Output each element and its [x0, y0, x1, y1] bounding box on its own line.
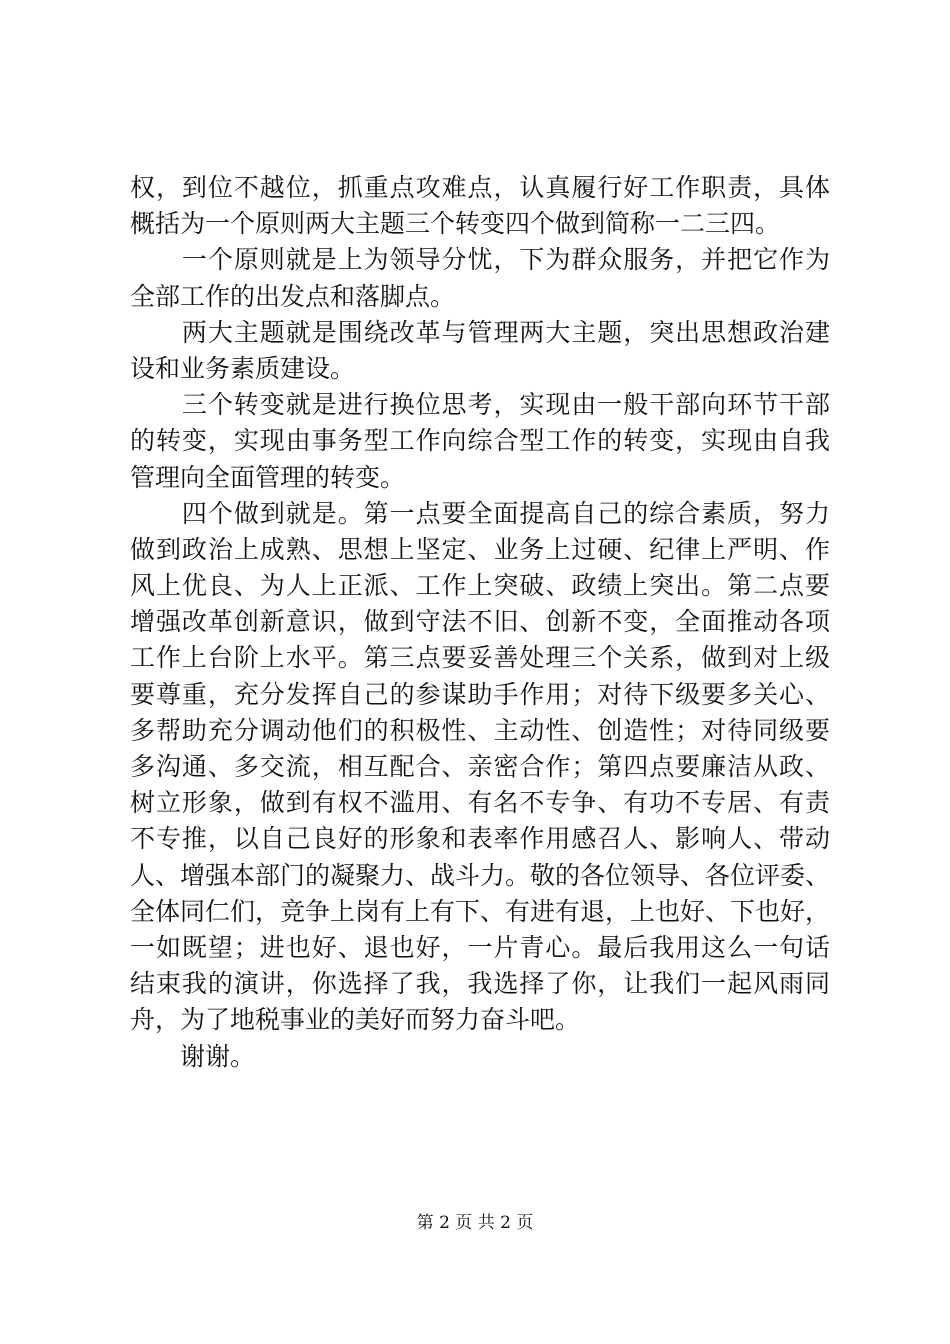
text-line: 做到政治上成熟、思想上坚定、业务上过硬、纪律上严明、作 [130, 534, 830, 564]
text-line: 两大主题就是围绕改革与管理两大主题，突出思想政治建 [130, 317, 830, 347]
text-line: 多帮助充分调动他们的积极性、主动性、创造性；对待同级要 [130, 715, 830, 745]
text-line: 要尊重，充分发挥自己的参谋助手作用；对待下级要多关心、 [130, 679, 830, 709]
document-body [130, 170, 830, 1075]
text-line: 增强改革创新意识，做到守法不旧、创新不变，全面推动各项 [130, 607, 830, 637]
text-line: 树立形象，做到有权不滥用、有名不专争、有功不专居、有责 [130, 788, 830, 818]
text-line: 一个原则就是上为领导分忧，下为群众服务，并把它作为 [130, 245, 830, 275]
text-line: 权，到位不越位，抓重点攻难点，认真履行好工作职责，具体 [130, 173, 830, 202]
text-line: 结束我的演讲，你选择了我，我选择了你，让我们一起风雨同 [130, 969, 830, 999]
text-line: 不专推，以自己良好的形象和表率作用感召人、影响人、带动 [130, 824, 830, 854]
text-line: 的转变，实现由事务型工作向综合型工作的转变，实现由自我 [130, 426, 830, 456]
text-line: 多沟通、多交流，相互配合、亲密合作；第四点要廉洁从政、 [130, 752, 830, 781]
text-line: 管理向全面管理的转变。 [130, 462, 406, 492]
page-footer: 第 2 页 共 2 页 [416, 1213, 534, 1233]
text-line: 三个转变就是进行换位思考，实现由一般干部向环节干部 [130, 390, 830, 420]
text-line: 人、增强本部门的凝聚力、战斗力。敬的各位领导、各位评委、 [130, 860, 831, 890]
text-line: 概括为一个原则两大主题三个转变四个做到简称一二三四。 [130, 209, 781, 239]
text-line: 设和业务素质建设。 [130, 353, 356, 383]
text-line: 风上优良、为人上正派、工作上突破、政绩上突出。第二点要 [130, 571, 830, 601]
text-line: 工作上台阶上水平。第三点要妥善处理三个关系，做到对上级 [130, 643, 830, 673]
text-line: 全体同仁们，竞争上岗有上有下、有进有退，上也好、下也好， [130, 896, 831, 926]
text-line: 全部工作的出发点和落脚点。 [130, 281, 456, 311]
text-line: 四个做到就是。第一点要全面提高自己的综合素质，努力 [130, 498, 830, 528]
text-line: 谢谢。 [130, 1041, 256, 1071]
text-line: 舟，为了地税事业的美好而努力奋斗吧。 [130, 1005, 581, 1035]
text-line: 一如既望；进也好、退也好，一片青心。最后我用这么一句话 [130, 932, 830, 962]
